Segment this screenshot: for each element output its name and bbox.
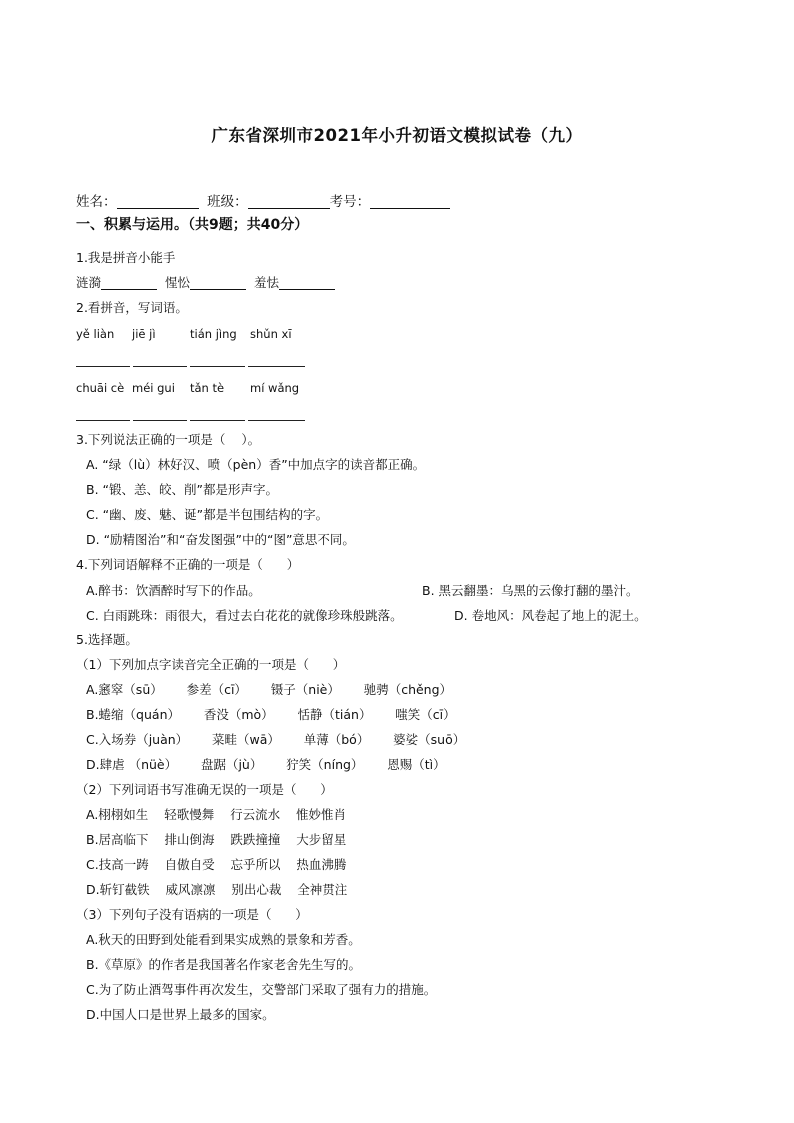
q5-sub2-option-b[interactable]: B.居高临下 排山倒海 跌跌撞撞 大步留星 xyxy=(86,832,347,847)
section-title: 一、积累与运用。（共9题；共40分） xyxy=(76,217,309,233)
q5-sub3-option-c[interactable]: C.为了防止酒驾事件再次发生，交警部门采取了强有力的措施。 xyxy=(86,982,437,997)
class-blank[interactable] xyxy=(248,194,330,209)
question-2-stem: 2.看拼音，写词语。 xyxy=(76,300,188,315)
q5-sub1-stem: （1）下列加点字读音完全正确的一项是（ ） xyxy=(76,657,346,672)
write-line[interactable] xyxy=(248,420,305,421)
word-1: 涟漪 xyxy=(76,275,102,290)
q4-option-b[interactable]: B. 黑云翻墨：乌黑的云像打翻的墨汁。 xyxy=(422,583,639,598)
page-title: 广东省深圳市2021年小升初语文模拟试卷（九） xyxy=(211,126,583,145)
pinyin-2: jiē jì xyxy=(132,327,156,341)
q5-sub1-option-b[interactable]: B.蜷缩（quán） 香没（mò） 恬静（tián） 嗤笑（cī） xyxy=(86,707,456,722)
answer-blank-3[interactable] xyxy=(279,275,335,290)
q4-option-c[interactable]: C. 白雨跳珠：雨很大，看过去白花花的就像珍珠般跳落。 xyxy=(86,608,403,623)
answer-blank-1[interactable] xyxy=(101,275,157,290)
answer-blank-2[interactable] xyxy=(190,275,246,290)
write-line[interactable] xyxy=(190,366,245,367)
q5-sub1-option-c[interactable]: C.入场券（juàn） 菜畦（wā） 单薄（bó） 婆娑（suō） xyxy=(86,732,466,747)
question-5-stem: 5.选择题。 xyxy=(76,632,138,647)
write-line[interactable] xyxy=(248,366,305,367)
number-blank[interactable] xyxy=(370,194,450,209)
student-info-line xyxy=(76,193,450,211)
write-line[interactable] xyxy=(133,366,187,367)
write-line[interactable] xyxy=(76,366,130,367)
pinyin-4: shǔn xī xyxy=(250,327,292,341)
q5-sub2-stem: （2）下列词语书写准确无误的一项是（ ） xyxy=(76,782,333,797)
q3-option-b[interactable]: B. “锻、恙、皎、削”都是形声字。 xyxy=(86,482,278,497)
pinyin-7: tǎn tè xyxy=(190,381,225,395)
question-3-stem: 3.下列说法正确的一项是（ ）。 xyxy=(76,432,261,447)
name-label: 姓名： xyxy=(76,194,117,210)
write-line[interactable] xyxy=(76,420,130,421)
q5-sub3-option-a[interactable]: A.秋天的田野到处能看到果实成熟的景象和芳香。 xyxy=(86,932,361,947)
write-line[interactable] xyxy=(190,420,245,421)
q4-option-a[interactable]: A.醉书：饮酒醉时写下的作品。 xyxy=(86,583,261,598)
q3-option-a[interactable]: A. “绿（lù）林好汉、喷（pèn）香”中加点字的读音都正确。 xyxy=(86,457,426,472)
pinyin-5: chuāi cè xyxy=(76,381,125,395)
q5-sub2-option-a[interactable]: A.栩栩如生 轻歌慢舞 行云流水 惟妙惟肖 xyxy=(86,807,346,822)
q3-option-c[interactable]: C. “幽、废、魅、诞”都是半包围结构的字。 xyxy=(86,507,329,522)
q5-sub3-stem: （3）下列句子没有语病的一项是（ ） xyxy=(76,907,308,922)
q4-option-d[interactable]: D. 卷地风：风卷起了地上的泥土。 xyxy=(454,608,647,623)
question-4-stem: 4.下列词语解释不正确的一项是（ ） xyxy=(76,557,300,572)
pinyin-3: tián jìng xyxy=(190,327,237,341)
q5-sub3-option-d[interactable]: D.中国人口是世界上最多的国家。 xyxy=(86,1007,275,1022)
question-1-stem: 1.我是拼音小能手 xyxy=(76,250,176,265)
word-2: 惺忪 xyxy=(164,275,190,290)
class-label: 班级： xyxy=(207,194,248,210)
number-label: 考号： xyxy=(329,194,371,210)
name-blank[interactable] xyxy=(117,194,199,209)
q5-sub2-option-d[interactable]: D.斩钉截铁 威风凛凛 别出心裁 全神贯注 xyxy=(86,882,348,897)
question-1-words xyxy=(76,275,335,291)
q3-option-d[interactable]: D. “励精图治”和“奋发图强”中的“图”意思不同。 xyxy=(86,532,355,547)
write-line[interactable] xyxy=(133,420,187,421)
q5-sub3-option-b[interactable]: B.《草原》的作者是我国著名作家老舍先生写的。 xyxy=(86,957,362,972)
word-3: 羞怯 xyxy=(253,275,279,290)
pinyin-8: mí wǎng xyxy=(250,381,300,395)
q5-sub1-option-d[interactable]: D.肆虐 （nüè） 盘踞（jù） 狞笑（níng） 恩赐（tì） xyxy=(86,757,446,772)
q5-sub2-option-c[interactable]: C.技高一踌 自傲自受 忘乎所以 热血沸腾 xyxy=(86,857,347,872)
q5-sub1-option-a[interactable]: A.窸窣（sū） 参差（cī） 镊子（niè） 驰骋（chěng） xyxy=(86,682,453,697)
pinyin-6: méi gui xyxy=(132,381,175,395)
pinyin-1: yě liàn xyxy=(76,327,115,341)
